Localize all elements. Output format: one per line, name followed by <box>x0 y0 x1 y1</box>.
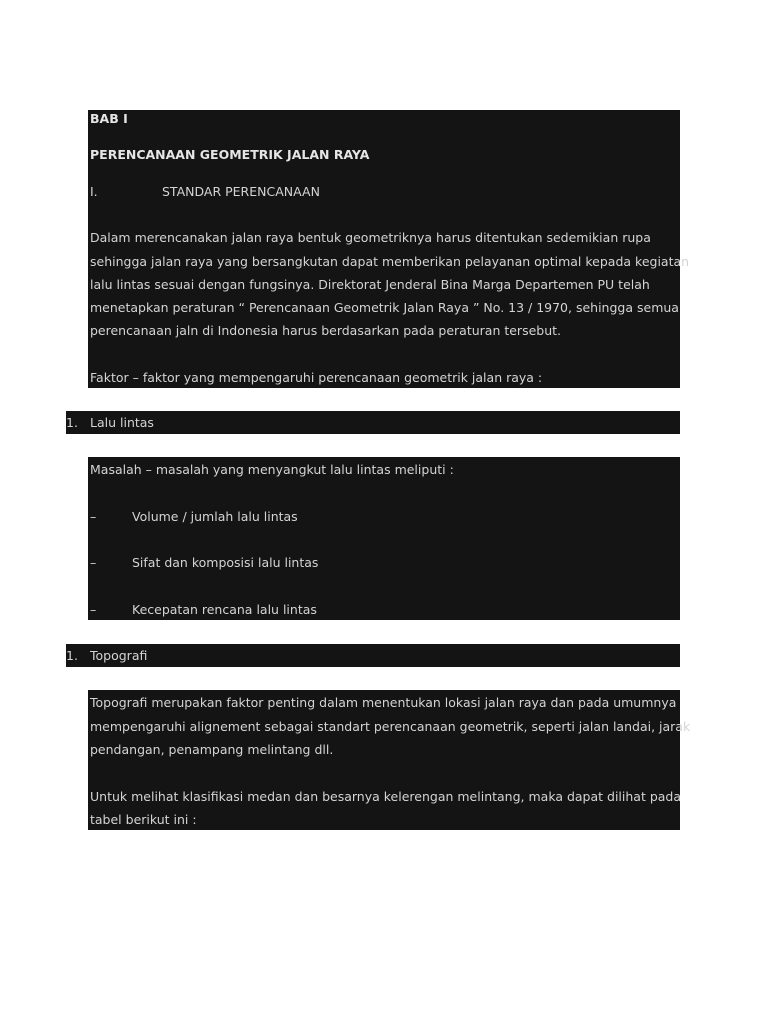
document-title: PERENCANAAN GEOMETRIK JALAN RAYA <box>90 147 370 162</box>
factors-intro: Faktor – faktor yang mempengaruhi perencanaan geometrik jalan raya : <box>90 370 543 385</box>
paragraph-line: sehingga jalan raya yang bersangkutan dapat memberikan pelayanan optimal kepada kegiatan <box>90 254 690 269</box>
heading-topografi <box>66 644 680 667</box>
paragraph-line: Untuk melihat klasifikasi medan dan besarnya kelerengan melintang, maka dapat dilihat pada <box>90 789 682 804</box>
lalu-lintas-block <box>88 457 680 620</box>
intro-block <box>88 110 690 388</box>
chapter-label: BAB I <box>90 111 128 126</box>
paragraph-line: Dalam merencanakan jalan raya bentuk geometriknya harus ditentukan sedemikian rupa <box>90 230 651 245</box>
heading-label: Lalu lintas <box>90 415 154 430</box>
topografi-block <box>88 690 691 830</box>
section-number: I. <box>90 184 98 199</box>
paragraph-line: mempengaruhi alignement sebagai standart perencanaan geometrik, seperti jalan landai, jarak <box>90 719 691 734</box>
heading-number: 1. <box>66 415 78 430</box>
dash-bullet: – <box>90 555 97 570</box>
list-item-text: Volume / jumlah lalu lintas <box>132 509 298 524</box>
heading-label: Topografi <box>90 648 148 663</box>
paragraph-line: perencanaan jaln di Indonesia harus berdasarkan pada peraturan tersebut. <box>90 323 562 338</box>
list-item-text: Kecepatan rencana lalu lintas <box>132 602 317 617</box>
dash-bullet: – <box>90 509 97 524</box>
heading-number: 1. <box>66 648 78 663</box>
paragraph-line: lalu lintas sesuai dengan fungsinya. Direktorat Jenderal Bina Marga Departemen PU telah <box>90 277 650 292</box>
list-item-text: Sifat dan komposisi lalu lintas <box>132 555 319 570</box>
paragraph-line: Topografi merupakan faktor penting dalam menentukan lokasi jalan raya dan pada umumnya <box>90 695 677 710</box>
dash-bullet: – <box>90 602 97 617</box>
paragraph-line: menetapkan peraturan “ Perencanaan Geometrik Jalan Raya ” No. 13 / 1970, sehingga semua <box>90 300 679 315</box>
section-title: STANDAR PERENCANAAN <box>162 184 320 199</box>
paragraph-line: tabel berikut ini : <box>90 812 197 827</box>
heading-lalu-lintas <box>66 411 680 434</box>
lalu-lintas-intro: Masalah – masalah yang menyangkut lalu lintas meliputi : <box>90 462 454 477</box>
paragraph-line: pendangan, penampang melintang dll. <box>90 742 334 757</box>
